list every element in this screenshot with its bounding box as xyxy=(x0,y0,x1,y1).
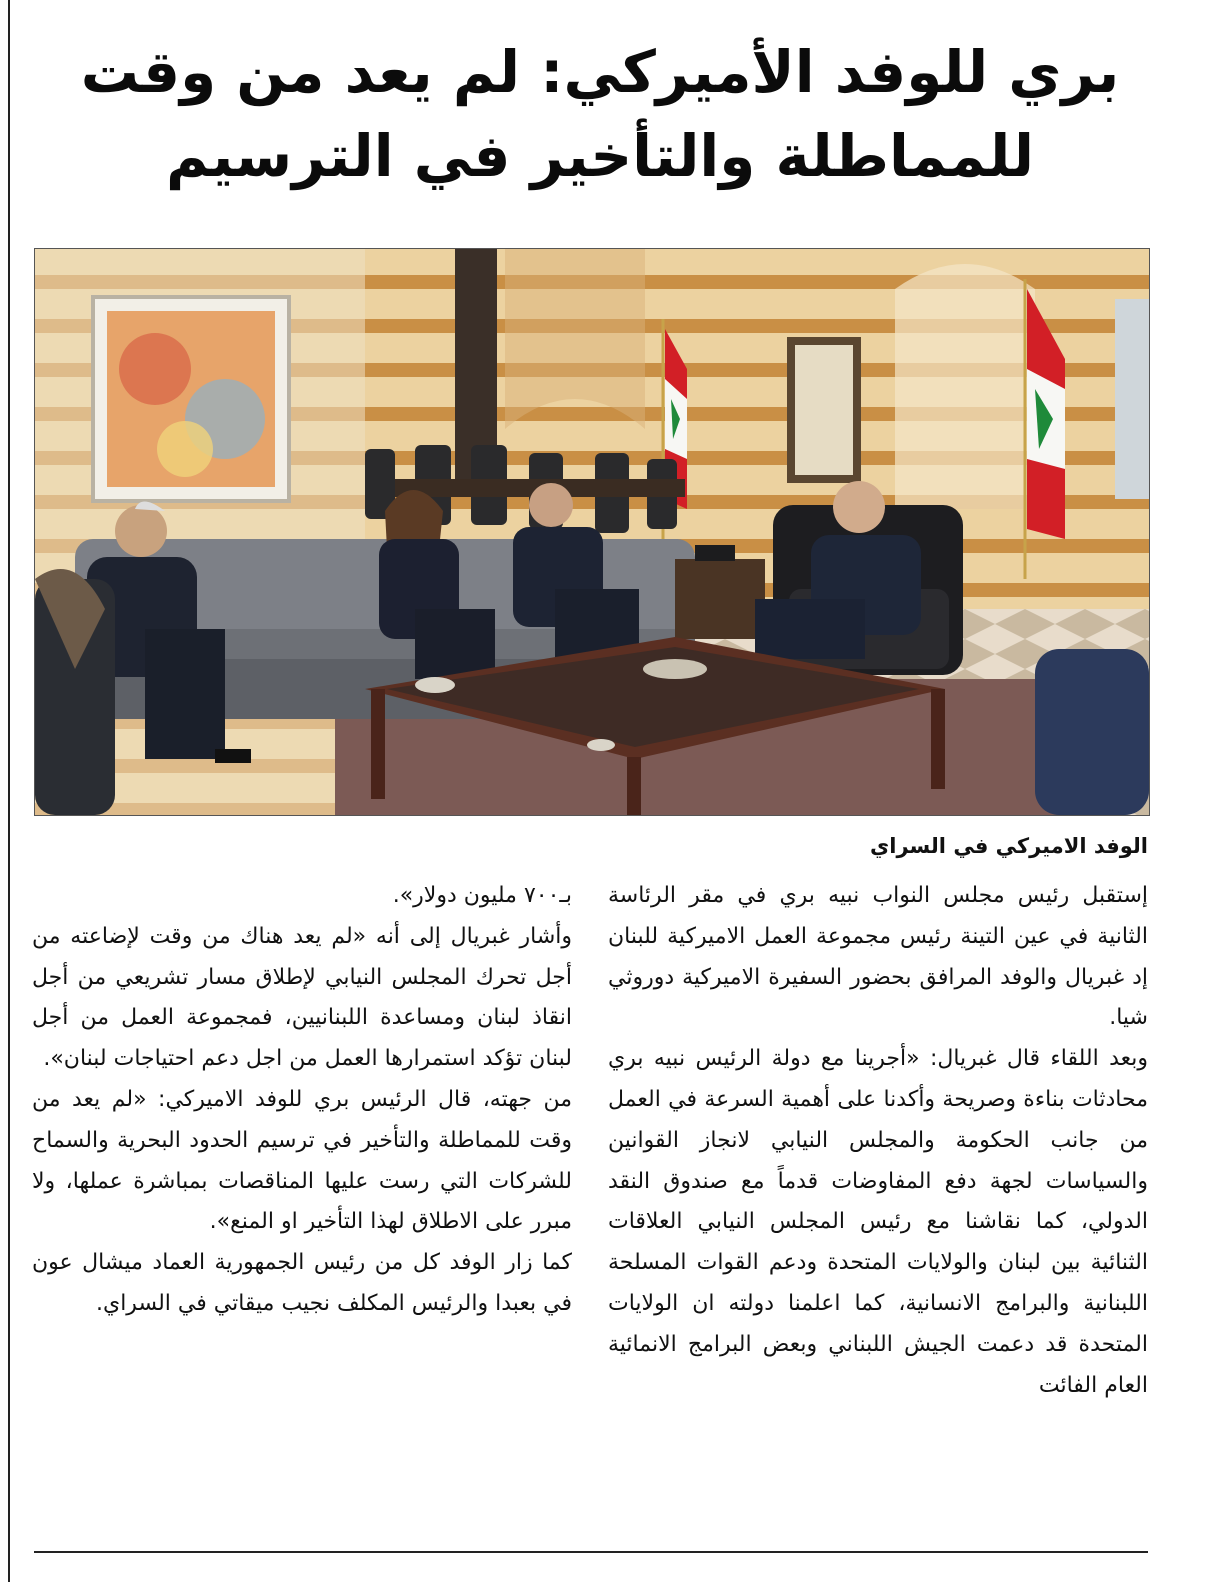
left-column-rule xyxy=(8,0,10,1582)
paragraph: وأشار غبريال إلى أنه «لم يعد هناك من وقت لإضاعته من أجل تحرك المجلس النيابي لإطلاق مسار تشريعي من أجل انقاذ لبنان ومساعدة اللبنانيين، فمجموعة العمل من أجل لبنان تؤكد استمرارها العمل من اجل دعم احتياجات لبنان». xyxy=(32,923,572,1072)
person-foreground-right xyxy=(1035,649,1149,815)
paragraph: من جهته، قال الرئيس بري للوفد الاميركي: «لم يعد من وقت للمماطلة والتأخير في ترسيم الحدود البحرية والسماح للشركات التي رست عليها المناقصات بمباشرة عملها، ولا مبرر على الاطلاق لهذا التأخير او المنع». xyxy=(32,1086,572,1235)
headline xyxy=(30,30,1170,198)
framed-artwork xyxy=(787,337,861,483)
headline-line-2: للمماطلة والتأخير في الترسيم xyxy=(165,122,1035,190)
paragraph: إستقبل رئيس مجلس النواب نبيه بري في مقر الرئاسة الثانية في عين التينة رئيس مجموعة العمل الاميركية للبنان إد غبريال والوفد المرافق بحضور السفيرة الاميركية دوروثي شيا. xyxy=(608,883,1148,1031)
photo-caption: الوفد الاميركي في السراي xyxy=(870,834,1148,858)
paragraph: كما زار الوفد كل من رئيس الجمهورية العماد ميشال عون في بعبدا والرئيس المكلف نجيب ميقاتي في السراي. xyxy=(32,1250,572,1316)
abstract-painting xyxy=(93,297,289,501)
bottom-rule xyxy=(34,1551,1148,1553)
article-column-left xyxy=(32,876,572,1325)
article-column-right xyxy=(608,876,1148,1406)
paragraph: وبعد اللقاء قال غبريال: «أجرينا مع دولة الرئيس نبيه بري محادثات بناءة وصريحة وأكدنا على أهمية السرعة في العمل من جانب الحكومة والمجلس النيابي لانجاز القوانين والسياسات لجهة دفع المفاوضات قدماً مع صندوق النقد الدولي، كما نقاشنا مع رئيس المجلس النيابي العلاقات الثنائية بين لبنان والولايات المتحدة ودعم القوات المسلحة اللبنانية والبرامج الانسانية، كما اعلمنا دولته ان الولايات المتحدة قد دعمت الجيش اللبناني وبعض البرامج الانمائية العام الفائت xyxy=(608,1046,1148,1398)
person-foreground-left xyxy=(35,569,115,815)
news-photo xyxy=(34,248,1150,816)
paragraph: بـ٧٠٠ مليون دولار». xyxy=(392,883,572,908)
headline-line-1: بري للوفد الأميركي: لم يعد من وقت xyxy=(80,38,1120,106)
